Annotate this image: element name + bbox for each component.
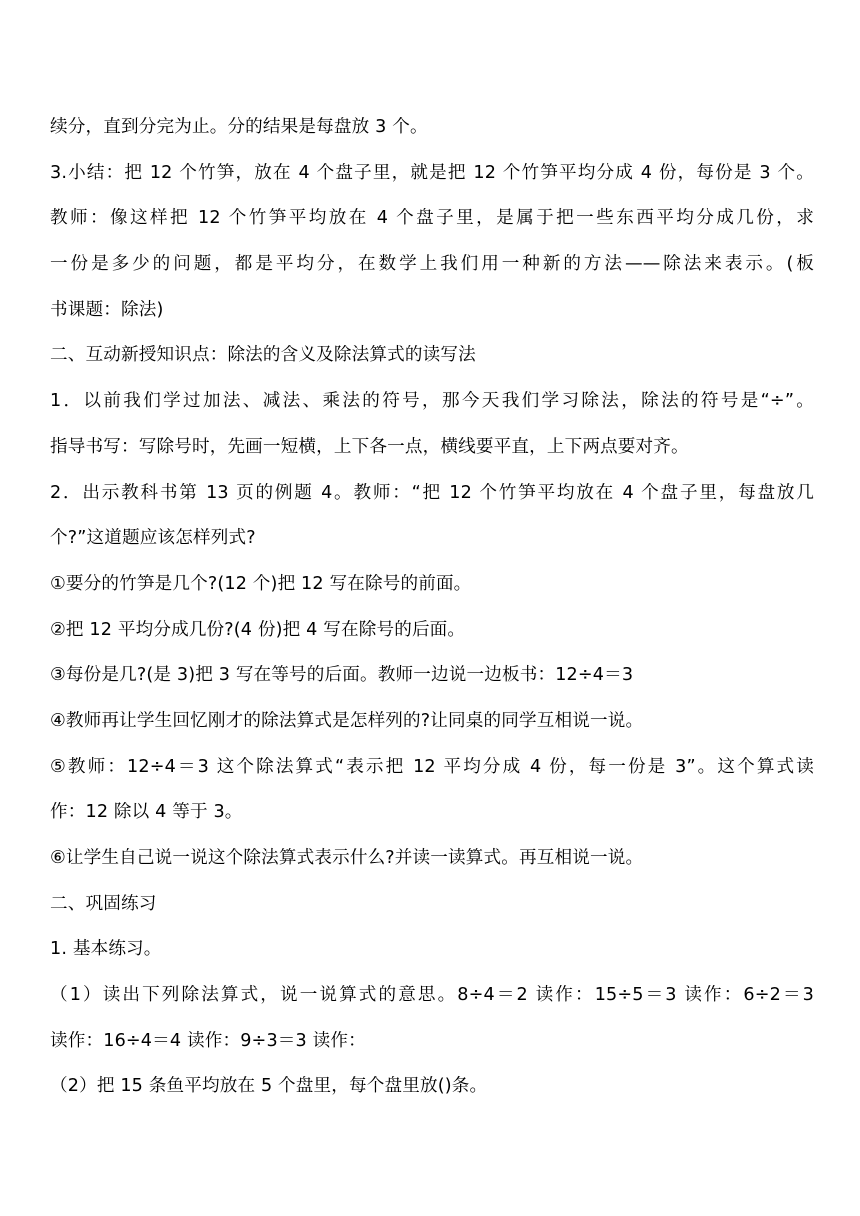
- text-line-21: 读作：16÷4＝4 读作：9÷3＝3 读作：: [50, 1030, 366, 1051]
- step-item-5: ⑤教师：12÷4＝3 这个除法算式“表示把 12 平均分成 4 份，每一份是 3”。这个算式读: [50, 756, 814, 777]
- exercise-item-2: （2）把 15 条鱼平均放在 5 个盘里，每个盘里放()条。: [50, 1076, 488, 1097]
- text-line-5: 书课题：除法): [50, 299, 164, 320]
- text-line-8: 指导书写：写除号时，先画一短横，上下各一点，横线要平直，上下两点要对齐。: [50, 436, 689, 457]
- step-item-2: ②把 12 平均分成几份?(4 份)把 4 写在除号的后面。: [50, 619, 466, 640]
- section-heading-interactive-teaching: 二、互动新授知识点：除法的含义及除法算式的读写法: [50, 345, 476, 366]
- document-body: [50, 110, 814, 1115]
- text-line-1: 续分，直到分完为止。分的结果是每盘放 3 个。: [50, 117, 428, 137]
- step-item-1: ①要分的竹笋是几个?(12 个)把 12 写在除号的前面。: [50, 573, 472, 594]
- text-line-3: 教师：像这样把 12 个竹笋平均放在 4 个盘子里，是属于把一些东西平均分成几份，求: [50, 208, 814, 229]
- text-line-10: 个?”这道题应该怎样列式?: [50, 528, 256, 549]
- exercise-item-1: （1）读出下列除法算式，说一说算式的意思。8÷4＝2 读作：15÷5＝3 读作：6÷2＝3: [50, 985, 814, 1006]
- step-item-4: ④教师再让学生回忆刚才的除法算式是怎样列的?让同桌的同学互相说一说。: [50, 710, 644, 731]
- step-item-3: ③每份是几?(是 3)把 3 写在等号的后面。教师一边说一边板书：12÷4＝3: [50, 665, 634, 686]
- step-item-6: ⑥让学生自己说一说这个除法算式表示什么?并读一读算式。再互相说一说。: [50, 848, 644, 868]
- section-heading-practice: 二、巩固练习: [50, 893, 157, 914]
- subheading-basic-practice: 1. 基本练习。: [50, 939, 162, 960]
- text-line-7: 1．以前我们学过加法、减法、乘法的符号，那今天我们学习除法，除法的符号是“÷”。: [50, 391, 814, 412]
- text-line-16: 作：12 除以 4 等于 3。: [50, 802, 243, 823]
- text-line-9: 2．出示教科书第 13 页的例题 4。教师：“把 12 个竹笋平均放在 4 个盘子里，每盘放几: [50, 482, 814, 503]
- text-line-2: 3.小结：把 12 个竹笋，放在 4 个盘子里，就是把 12 个竹笋平均分成 4 份，每份是 3 个。: [50, 162, 814, 183]
- text-line-4: 一份是多少的问题，都是平均分，在数学上我们用一种新的方法——除法来表示。(板: [50, 254, 814, 275]
